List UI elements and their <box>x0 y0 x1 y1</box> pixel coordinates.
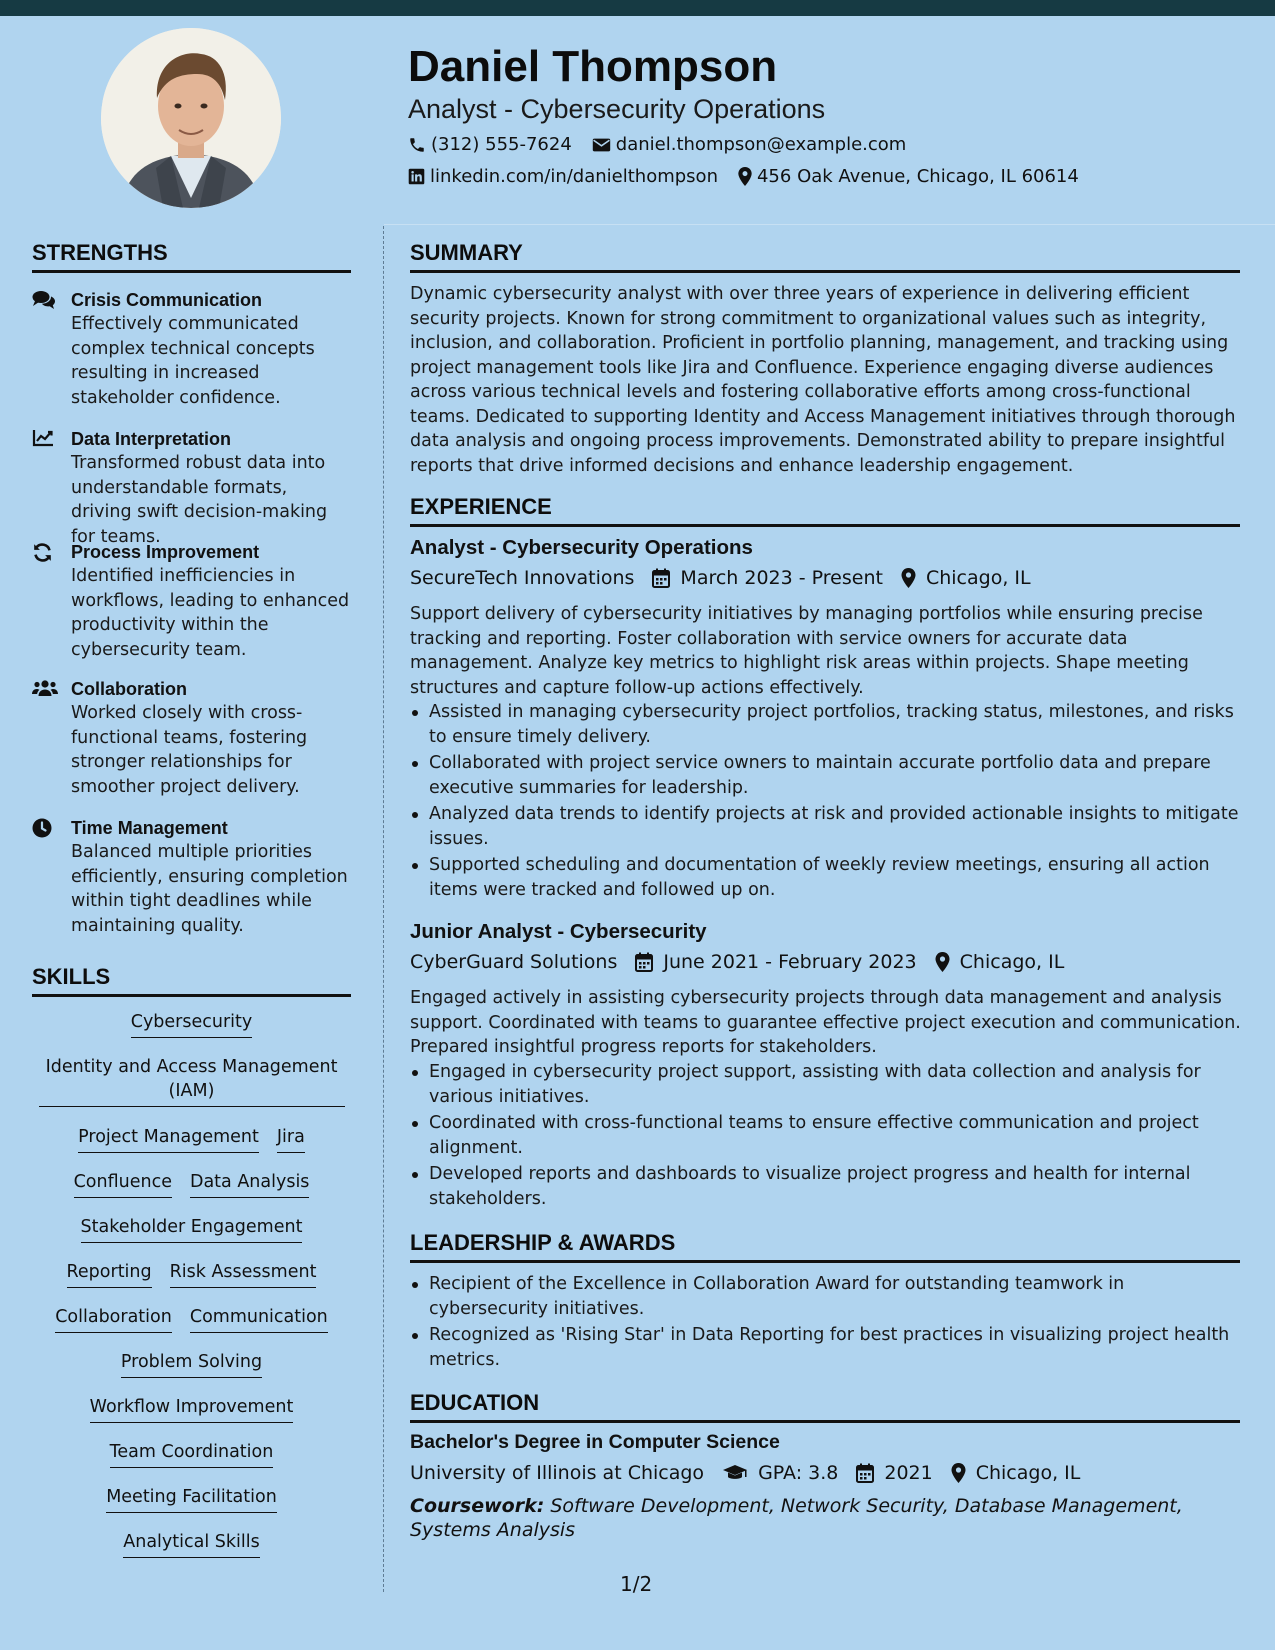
job-location <box>901 567 1031 589</box>
skill-tag: Workflow Improvement <box>90 1395 294 1423</box>
gpa-text: GPA: 3.8 <box>758 1462 839 1484</box>
summary-text: Dynamic cybersecurity analyst with over three years of experience in delivering efficient security projects. Known for strong commitment to organizational values such as integrity, inclusion, and collaboration. Proficient in portfolio planning, management, and tracking using project management tools like Jira and Confluence. Experience engaging diverse audiences across various technical levels and fostering collaborative efforts among cross-functional teams. Dedicated to supporting Identity and Access Management initiatives through thorough data analysis and ongoing process improvements. Demonstrated ability to prepare insightful reports that drive informed decisions and enhance leadership engagement. <box>410 284 1236 476</box>
location-text: Chicago, IL <box>975 1462 1081 1484</box>
skill-tag: Meeting Facilitation <box>106 1485 277 1513</box>
year-text: 2021 <box>884 1462 933 1484</box>
company-name: CyberGuard Solutions <box>410 951 618 973</box>
phone-contact[interactable] <box>408 134 572 155</box>
comments-icon <box>32 290 56 314</box>
grad-year <box>856 1462 932 1484</box>
map-marker-icon <box>901 568 916 588</box>
map-marker-icon <box>935 952 950 972</box>
strength-desc: Effectively communicated complex technical concepts resulting in increased stakeholder confidence. <box>71 314 315 408</box>
bullet-item: Collaborated with project service owners to maintain accurate portfolio data and prepare executive summaries for leadership. <box>410 751 1242 800</box>
school-location <box>951 1462 1081 1484</box>
strength-item <box>32 288 352 410</box>
skill-tag: Team Coordination <box>110 1440 274 1468</box>
bullet-item: Analyzed data trends to identify projects at risk and provided actionable insights to mitigate issues. <box>410 802 1242 851</box>
skill-tag: Cybersecurity <box>131 1010 253 1038</box>
job-title: Junior Analyst - Cybersecurity <box>410 920 707 943</box>
skill-tag: Project Management <box>78 1125 259 1153</box>
skill-tag: Jira <box>277 1125 305 1153</box>
location-text: Chicago, IL <box>959 951 1065 973</box>
bullet-item: Assisted in managing cybersecurity project portfolios, tracking status, milestones, and risks to ensure timely delivery. <box>410 700 1242 749</box>
skill-tag: Stakeholder Engagement <box>81 1215 303 1243</box>
experience-heading: EXPERIENCE <box>410 494 1240 527</box>
dates-text: June 2021 - February 2023 <box>663 951 917 973</box>
linkedin-icon <box>408 168 425 185</box>
strength-desc: Identified inefficiencies in workflows, leading to enhanced productivity within the cybersecurity team. <box>71 566 350 660</box>
map-marker-icon <box>951 1463 966 1483</box>
strength-desc: Balanced multiple priorities efficiently, ensuring completion within tight deadlines while maintaining quality. <box>71 842 348 936</box>
job-meta <box>410 567 1049 589</box>
coursework <box>410 1494 1242 1542</box>
awards-list <box>410 1272 1242 1374</box>
award-item: Recipient of the Excellence in Collaboration Award for outstanding teamwork in cybersecurity initiatives. <box>410 1272 1242 1321</box>
summary-heading: SUMMARY <box>410 240 1240 273</box>
strength-item <box>32 816 352 938</box>
award-item: Recognized as 'Rising Star' in Data Reporting for best practices in visualizing project health metrics. <box>410 1323 1242 1372</box>
job-meta <box>410 951 1082 973</box>
strength-title: Data Interpretation <box>71 429 232 449</box>
skill-tag: Communication <box>190 1305 328 1333</box>
clock-icon <box>32 818 56 842</box>
graduation-cap-icon <box>722 1464 748 1482</box>
skill-tag: Analytical Skills <box>123 1530 259 1558</box>
job-bullets <box>410 1060 1242 1213</box>
gpa <box>722 1462 838 1484</box>
envelope-icon <box>592 137 611 153</box>
skill-tag: Reporting <box>67 1260 152 1288</box>
refresh-icon <box>32 542 56 567</box>
skill-tag: Risk Assessment <box>170 1260 317 1288</box>
skills-heading: SKILLS <box>32 964 351 997</box>
page-number: 1/2 <box>620 1572 653 1596</box>
calendar-icon <box>652 568 670 588</box>
skill-tag: Data Analysis <box>190 1170 309 1198</box>
degree-title: Bachelor's Degree in Computer Science <box>410 1431 780 1453</box>
strength-title: Collaboration <box>71 679 187 699</box>
job-description: Engaged actively in assisting cybersecurity projects through data management and analysis support. Coordinated with teams to guarantee effective project execution and communication. Prepared insightful progress reports for stakeholders. <box>410 988 1241 1057</box>
strengths-heading: STRENGTHS <box>32 240 351 273</box>
company-name: SecureTech Innovations <box>410 567 635 589</box>
top-bar <box>0 0 1275 16</box>
skill-tag: Confluence <box>74 1170 172 1198</box>
strength-item <box>32 427 352 549</box>
dates-text: March 2023 - Present <box>680 567 883 589</box>
location-text: Chicago, IL <box>925 567 1031 589</box>
address-text: 456 Oak Avenue, Chicago, IL 60614 <box>756 166 1079 187</box>
job-title: Analyst - Cybersecurity Operations <box>410 536 753 559</box>
contact-row-2 <box>408 166 1099 187</box>
job-dates <box>652 567 883 589</box>
skill-tag: Collaboration <box>55 1305 172 1333</box>
bullet-item: Coordinated with cross-functional teams to ensure effective communication and project alignment. <box>410 1111 1242 1160</box>
strength-desc: Transformed robust data into understandable formats, driving swift decision-making for teams. <box>71 453 328 547</box>
bullet-item: Developed reports and dashboards to visualize project progress and health for internal stakeholders. <box>410 1162 1242 1211</box>
phone-icon <box>408 136 426 154</box>
strength-title: Crisis Communication <box>71 290 263 310</box>
job-bullets <box>410 700 1242 904</box>
strength-item <box>32 677 352 799</box>
address-contact <box>738 166 1079 187</box>
strength-item <box>32 540 352 662</box>
email-contact[interactable] <box>592 134 907 155</box>
linkedin-text: linkedin.com/in/danielthompson <box>430 166 718 187</box>
strength-desc: Worked closely with cross-functional teams, fostering stronger relationships for smoother project delivery. <box>71 703 308 797</box>
bullet-item: Engaged in cybersecurity project support, assisting with data collection and analysis for various initiatives. <box>410 1060 1242 1109</box>
strength-title: Process Improvement <box>71 542 260 562</box>
strength-title: Time Management <box>71 818 228 838</box>
job-dates <box>635 951 916 973</box>
candidate-title: Analyst - Cybersecurity Operations <box>408 94 826 124</box>
job-description: Support delivery of cybersecurity initiatives by managing portfolios while ensuring precise tracking and reporting. Foster collaboration with service owners for accurate data management. Analyze key metrics to highlight risk areas within projects. Shape meeting structures and capture follow-up actions effectively. <box>410 604 1203 698</box>
skill-tag: Identity and Access Management (IAM) <box>39 1055 345 1107</box>
job-location <box>935 951 1065 973</box>
calendar-icon <box>635 952 653 972</box>
profile-photo <box>101 28 281 208</box>
users-icon <box>32 679 56 701</box>
coursework-label: Coursework: <box>410 1495 545 1517</box>
line-chart-icon <box>32 429 56 451</box>
map-marker-icon <box>738 167 752 186</box>
candidate-name: Daniel Thompson <box>408 42 778 91</box>
coursework-text: Software Development, Network Security, Database Management, Systems Analysis <box>410 1495 1183 1541</box>
skills-list <box>32 1010 351 1575</box>
header-divider <box>384 224 1275 225</box>
email-text: daniel.thompson@example.com <box>615 134 907 155</box>
awards-heading: LEADERSHIP & AWARDS <box>410 1230 1240 1263</box>
skill-tag: Problem Solving <box>121 1350 262 1378</box>
linkedin-contact[interactable] <box>408 166 718 187</box>
education-meta <box>410 1462 1098 1484</box>
column-divider <box>383 226 384 1592</box>
education-heading: EDUCATION <box>410 1390 1240 1423</box>
phone-text: (312) 555-7624 <box>431 134 572 155</box>
school-name: University of Illinois at Chicago <box>410 1462 705 1484</box>
contact-row-1 <box>408 134 926 155</box>
bullet-item: Supported scheduling and documentation of weekly review meetings, ensuring all action items were tracked and followed up on. <box>410 853 1242 902</box>
calendar-icon <box>856 1463 874 1483</box>
